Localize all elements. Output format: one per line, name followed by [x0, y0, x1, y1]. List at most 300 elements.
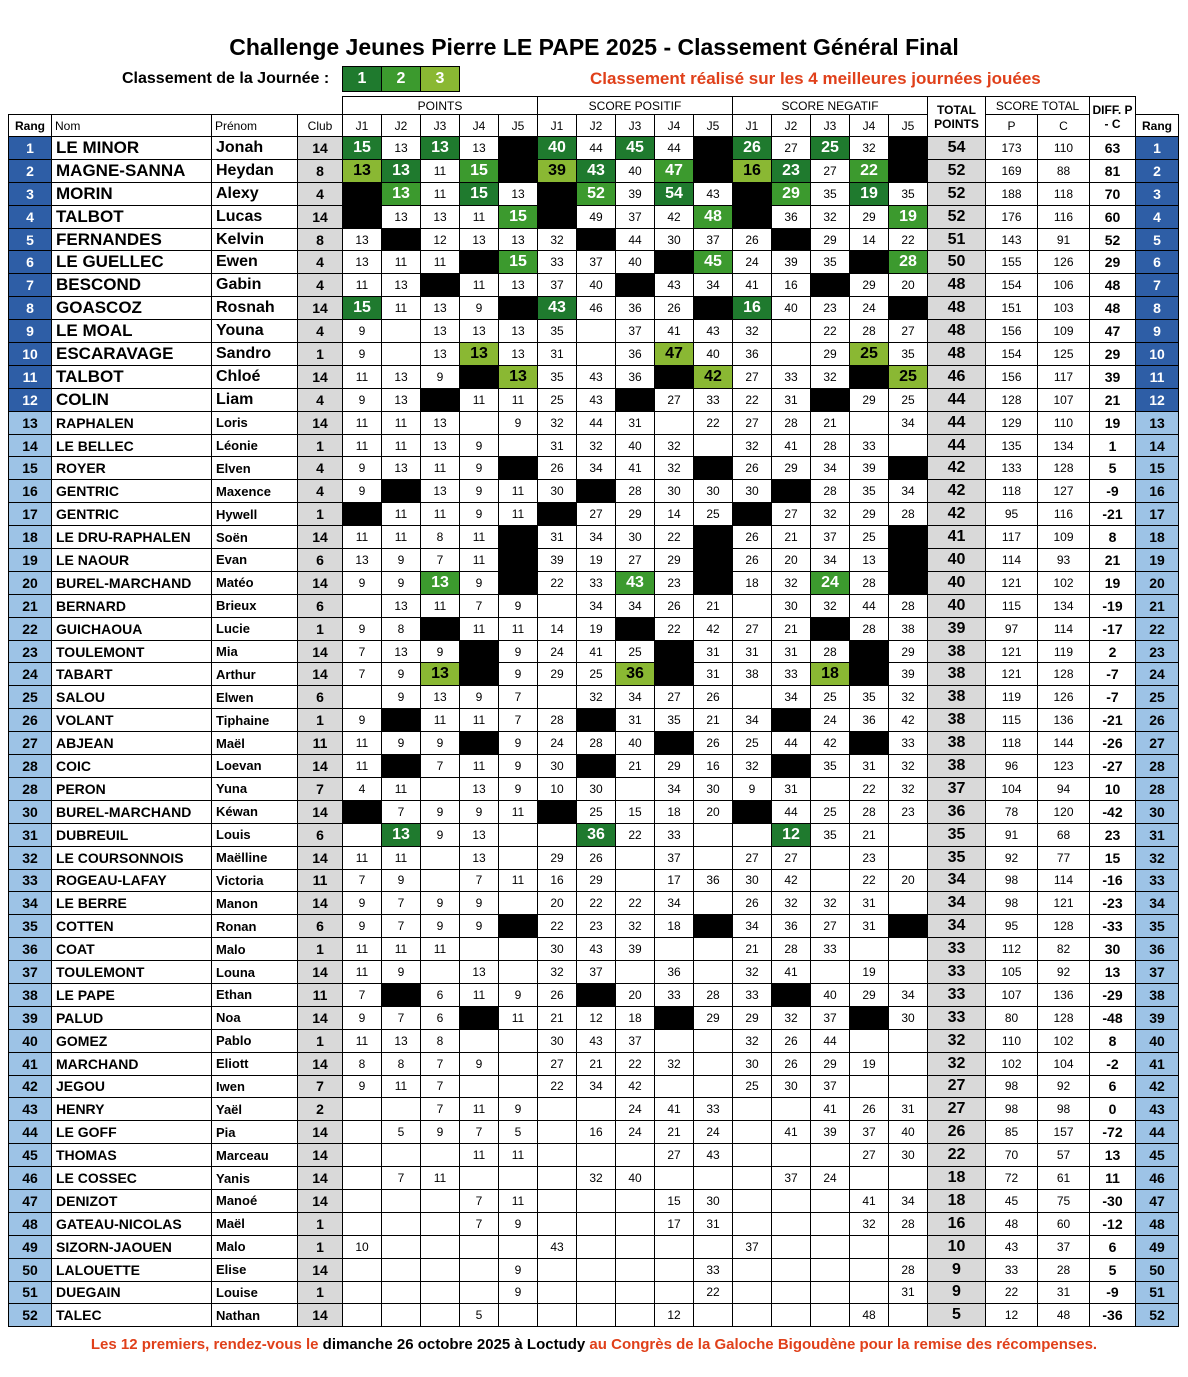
- pts-cell: 9: [343, 343, 382, 366]
- score-p-cell: 173: [986, 137, 1038, 160]
- neg-cell: 32: [889, 755, 928, 778]
- neg-cell: 34: [733, 915, 772, 938]
- neg-cell: 21: [733, 938, 772, 961]
- pts-cell: 7: [343, 663, 382, 686]
- pos-cell: 43: [694, 1144, 733, 1167]
- pos-cell: 19: [577, 549, 616, 572]
- pts-cell: 11: [382, 297, 421, 320]
- pos-cell: 36: [616, 297, 655, 320]
- score-c-cell: 106: [1038, 274, 1090, 297]
- absent-cell: [499, 457, 538, 480]
- nom-cell: RAPHALEN: [52, 411, 212, 434]
- footer-part-1: Les 12 premiers, rendez-vous le: [90, 1336, 323, 1353]
- neg-cell: [889, 1304, 928, 1327]
- prenom-cell: Manon: [212, 892, 298, 915]
- rank-cell: 22: [9, 617, 52, 640]
- total-points-cell: 9: [928, 1258, 986, 1281]
- total-points-header: TOTAL POINTS: [928, 97, 986, 137]
- neg-cell: [772, 1281, 811, 1304]
- pos-cell: 22: [577, 892, 616, 915]
- pts-cell: 9: [421, 823, 460, 846]
- prenom-cell: Sandro: [212, 343, 298, 366]
- pts-cell: 9: [499, 1098, 538, 1121]
- nom-cell: LE DRU-RAPHALEN: [52, 526, 212, 549]
- nom-cell: TABART: [52, 663, 212, 686]
- pos-cell: 31: [694, 640, 733, 663]
- prenom-cell: Ronan: [212, 915, 298, 938]
- pts-cell: 9: [421, 732, 460, 755]
- rank-cell-right: 21: [1136, 594, 1179, 617]
- table-row: [9, 1098, 1179, 1121]
- score-p-cell: 115: [986, 709, 1038, 732]
- score-c-cell: 98: [1038, 1098, 1090, 1121]
- neg-cell: [733, 1144, 772, 1167]
- pos-cell: 30: [655, 228, 694, 251]
- neg-cell: 22: [850, 869, 889, 892]
- absent-cell: [889, 137, 928, 160]
- absent-cell: [772, 709, 811, 732]
- diff-cell: -7: [1090, 663, 1136, 686]
- absent-cell: [733, 503, 772, 526]
- pts-cell: 11: [421, 159, 460, 182]
- rank-cell: 25: [9, 686, 52, 709]
- prenom-cell: Maël: [212, 732, 298, 755]
- pos-cell: 22: [538, 571, 577, 594]
- neg-cell: 32: [811, 365, 850, 388]
- pos-cell: 30: [694, 1189, 733, 1212]
- absent-cell: [499, 526, 538, 549]
- pts-cell: 9: [499, 640, 538, 663]
- diff-cell: 8: [1090, 1029, 1136, 1052]
- pos-cell: 30: [538, 755, 577, 778]
- rank-cell: 52: [9, 1304, 52, 1327]
- neg-cell: 22: [733, 388, 772, 411]
- neg-cell: 38: [889, 617, 928, 640]
- neg-cell: 36: [772, 205, 811, 228]
- pos-cell: 37: [538, 274, 577, 297]
- total-points-cell: 38: [928, 686, 986, 709]
- pts-cell: 13: [421, 137, 460, 160]
- rank-cell: 49: [9, 1235, 52, 1258]
- diff-cell: 5: [1090, 1258, 1136, 1281]
- pos-cell: [616, 1144, 655, 1167]
- rank-cell-right: 30: [1136, 800, 1179, 823]
- neg-cell: [811, 961, 850, 984]
- absent-cell: [382, 755, 421, 778]
- neg-cell: 44: [772, 800, 811, 823]
- diff-cell: 11: [1090, 1167, 1136, 1190]
- pos-cell: 18: [655, 800, 694, 823]
- neg-cell: 33: [811, 938, 850, 961]
- neg-cell: 31: [772, 388, 811, 411]
- pts-cell: 11: [382, 846, 421, 869]
- pts-cell: 12: [421, 228, 460, 251]
- prenom-cell: Malo: [212, 1235, 298, 1258]
- table-row: [9, 457, 1179, 480]
- pos-cell: 43: [538, 297, 577, 320]
- pts-cell: 11: [382, 1075, 421, 1098]
- pts-cell: 9: [343, 320, 382, 343]
- pts-cell: 4: [343, 777, 382, 800]
- score-p-cell: 43: [986, 1235, 1038, 1258]
- diff-cell: -12: [1090, 1212, 1136, 1235]
- table-row: [9, 892, 1179, 915]
- neg-cell: 30: [733, 1052, 772, 1075]
- pts-cell: 9: [460, 297, 499, 320]
- neg-cell: 41: [850, 1189, 889, 1212]
- score-c-cell: 93: [1038, 549, 1090, 572]
- pts-cell: 9: [382, 961, 421, 984]
- nom-cell: GOASCOZ: [52, 297, 212, 320]
- nom-cell: LE COURSONNOIS: [52, 846, 212, 869]
- pts-cell: 8: [382, 1052, 421, 1075]
- neg-cell: [733, 1098, 772, 1121]
- pos-cell: [538, 1258, 577, 1281]
- pos-cell: 32: [577, 434, 616, 457]
- score-c-cell: 61: [1038, 1167, 1090, 1190]
- diff-cell: 81: [1090, 159, 1136, 182]
- club-cell: 14: [298, 663, 343, 686]
- pts-cell: [343, 1212, 382, 1235]
- nom-cell: GOMEZ: [52, 1029, 212, 1052]
- absent-cell: [343, 503, 382, 526]
- diff-cell: 48: [1090, 297, 1136, 320]
- score-c-cell: 114: [1038, 869, 1090, 892]
- club-cell: 14: [298, 526, 343, 549]
- pts-cell: 6: [421, 983, 460, 1006]
- table-row: [9, 594, 1179, 617]
- score-p-cell: 80: [986, 1006, 1038, 1029]
- pts-cell: 15: [460, 182, 499, 205]
- neg-cell: 39: [850, 457, 889, 480]
- rank-cell-right: 45: [1136, 1144, 1179, 1167]
- pts-cell: 13: [382, 365, 421, 388]
- pos-cell: 54: [655, 182, 694, 205]
- prenom-cell: Maëlline: [212, 846, 298, 869]
- absent-cell: [889, 571, 928, 594]
- neg-cell: [733, 823, 772, 846]
- neg-cell: 39: [889, 663, 928, 686]
- neg-cell: 32: [811, 503, 850, 526]
- club-cell: 11: [298, 869, 343, 892]
- rank-cell: 28: [9, 755, 52, 778]
- pts-cell: [343, 1258, 382, 1281]
- club-cell: 7: [298, 777, 343, 800]
- pos-cell: 27: [538, 1052, 577, 1075]
- total-points-cell: 33: [928, 1006, 986, 1029]
- pts-cell: [499, 434, 538, 457]
- score-p-cell: 119: [986, 686, 1038, 709]
- pos-cell: [538, 594, 577, 617]
- pts-cell: [343, 594, 382, 617]
- pts-cell: 8: [382, 617, 421, 640]
- day-header: J1: [343, 115, 382, 137]
- pts-cell: [460, 1258, 499, 1281]
- neg-cell: 28: [850, 617, 889, 640]
- pos-cell: [577, 1212, 616, 1235]
- pos-cell: 30: [577, 777, 616, 800]
- neg-cell: 23: [772, 159, 811, 182]
- pts-cell: 13: [421, 205, 460, 228]
- pts-cell: [382, 1258, 421, 1281]
- score-p-cell: 121: [986, 640, 1038, 663]
- neg-cell: 32: [772, 892, 811, 915]
- neg-cell: 9: [733, 777, 772, 800]
- pos-cell: [538, 1121, 577, 1144]
- nom-cell: ESCARAVAGE: [52, 343, 212, 366]
- pts-cell: 13: [382, 159, 421, 182]
- neg-cell: [733, 1281, 772, 1304]
- pos-cell: 32: [655, 1052, 694, 1075]
- diff-cell: 19: [1090, 571, 1136, 594]
- score-p-cell: 45: [986, 1189, 1038, 1212]
- neg-cell: 48: [850, 1304, 889, 1327]
- total-points-cell: 33: [928, 938, 986, 961]
- neg-cell: [772, 1098, 811, 1121]
- pos-cell: 23: [577, 915, 616, 938]
- nom-cell: LE MINOR: [52, 137, 212, 160]
- pos-cell: 29: [694, 1006, 733, 1029]
- rank-cell-right: 1: [1136, 137, 1179, 160]
- neg-cell: 35: [811, 823, 850, 846]
- pos-cell: 31: [694, 663, 733, 686]
- pts-cell: [343, 686, 382, 709]
- pts-cell: 11: [499, 388, 538, 411]
- rank-cell-right: 48: [1136, 1212, 1179, 1235]
- total-points-cell: 27: [928, 1075, 986, 1098]
- pts-cell: 13: [382, 137, 421, 160]
- pos-cell: 25: [538, 388, 577, 411]
- total-points-cell: 48: [928, 274, 986, 297]
- diff-cell: -17: [1090, 617, 1136, 640]
- club-cell: 1: [298, 1281, 343, 1304]
- neg-cell: [772, 343, 811, 366]
- pos-cell: [616, 1258, 655, 1281]
- score-c-cell: 68: [1038, 823, 1090, 846]
- prenom-cell: Arthur: [212, 663, 298, 686]
- neg-cell: [811, 1304, 850, 1327]
- pos-cell: 26: [577, 846, 616, 869]
- neg-cell: 28: [772, 411, 811, 434]
- pos-cell: 28: [616, 480, 655, 503]
- pts-cell: 11: [421, 938, 460, 961]
- pos-cell: 26: [655, 297, 694, 320]
- diff-cell: 47: [1090, 320, 1136, 343]
- pts-cell: 9: [460, 892, 499, 915]
- pos-cell: 33: [538, 251, 577, 274]
- p-header: P: [986, 115, 1038, 137]
- total-points-cell: 48: [928, 297, 986, 320]
- rank-cell-right: 11: [1136, 365, 1179, 388]
- pos-cell: 12: [655, 1304, 694, 1327]
- score-p-cell: 154: [986, 343, 1038, 366]
- diff-cell: -27: [1090, 755, 1136, 778]
- total-points-cell: 32: [928, 1052, 986, 1075]
- score-c-cell: 77: [1038, 846, 1090, 869]
- pts-cell: 7: [343, 869, 382, 892]
- pos-cell: 14: [655, 503, 694, 526]
- neg-cell: 32: [811, 892, 850, 915]
- pts-cell: 11: [382, 503, 421, 526]
- table-row: [9, 640, 1179, 663]
- neg-cell: [772, 1212, 811, 1235]
- pts-cell: 11: [421, 457, 460, 480]
- pos-cell: 37: [616, 320, 655, 343]
- pts-cell: 7: [382, 915, 421, 938]
- neg-cell: 26: [733, 549, 772, 572]
- neg-cell: 25: [811, 800, 850, 823]
- absent-cell: [577, 709, 616, 732]
- neg-cell: 27: [772, 503, 811, 526]
- rank-cell: 37: [9, 961, 52, 984]
- pts-cell: 9: [382, 663, 421, 686]
- pts-cell: 15: [460, 159, 499, 182]
- diff-cell: 63: [1090, 137, 1136, 160]
- diff-cell: -19: [1090, 594, 1136, 617]
- club-cell: 14: [298, 571, 343, 594]
- pts-cell: 11: [499, 480, 538, 503]
- pos-cell: 25: [694, 503, 733, 526]
- rank-cell: 44: [9, 1121, 52, 1144]
- nom-cell: TOULEMONT: [52, 640, 212, 663]
- pts-cell: 13: [343, 228, 382, 251]
- rank-cell: 31: [9, 823, 52, 846]
- neg-cell: 41: [772, 1121, 811, 1144]
- pts-cell: [343, 823, 382, 846]
- pts-cell: 11: [499, 1189, 538, 1212]
- pos-cell: 24: [538, 732, 577, 755]
- neg-cell: 40: [772, 297, 811, 320]
- day-header: J2: [382, 115, 421, 137]
- club-cell: 14: [298, 800, 343, 823]
- score-negatif-header: SCORE NEGATIF: [733, 97, 928, 115]
- prenom-cell: Rosnah: [212, 297, 298, 320]
- nom-cell: GENTRIC: [52, 480, 212, 503]
- total-points-cell: 34: [928, 869, 986, 892]
- table-row: [9, 388, 1179, 411]
- rank-cell-right: 7: [1136, 274, 1179, 297]
- club-cell: 4: [298, 251, 343, 274]
- diff-cell: -29: [1090, 983, 1136, 1006]
- club-cell: 1: [298, 434, 343, 457]
- club-cell: 14: [298, 1121, 343, 1144]
- rank-cell: 5: [9, 228, 52, 251]
- diff-cell: 23: [1090, 823, 1136, 846]
- pos-cell: 24: [694, 1121, 733, 1144]
- pos-cell: [694, 961, 733, 984]
- diff-cell: -26: [1090, 732, 1136, 755]
- score-p-cell: 48: [986, 1212, 1038, 1235]
- pts-cell: [499, 823, 538, 846]
- rank-cell-right: 39: [1136, 1006, 1179, 1029]
- pts-cell: [421, 1212, 460, 1235]
- table-row: [9, 663, 1179, 686]
- table-row: [9, 205, 1179, 228]
- pts-cell: [421, 1258, 460, 1281]
- rank-cell-right: 19: [1136, 549, 1179, 572]
- score-c-cell: 134: [1038, 434, 1090, 457]
- score-c-cell: 94: [1038, 777, 1090, 800]
- diff-cell: -23: [1090, 892, 1136, 915]
- pos-cell: 32: [538, 411, 577, 434]
- prenom-cell: Kelvin: [212, 228, 298, 251]
- neg-cell: 28: [811, 434, 850, 457]
- rank-cell-right: 28: [1136, 777, 1179, 800]
- absent-cell: [655, 663, 694, 686]
- neg-cell: 32: [772, 1006, 811, 1029]
- absent-cell: [382, 709, 421, 732]
- rank-cell-right: 50: [1136, 1258, 1179, 1281]
- nom-cell: JEGOU: [52, 1075, 212, 1098]
- nom-header: Nom: [52, 115, 212, 137]
- pts-cell: 9: [499, 755, 538, 778]
- pts-cell: 8: [343, 1052, 382, 1075]
- rank-cell: 1: [9, 137, 52, 160]
- neg-cell: [811, 1212, 850, 1235]
- neg-cell: [889, 823, 928, 846]
- score-c-cell: 116: [1038, 205, 1090, 228]
- pts-cell: [421, 1144, 460, 1167]
- total-points-cell: 41: [928, 526, 986, 549]
- neg-cell: 29: [772, 182, 811, 205]
- nom-cell: GENTRIC: [52, 503, 212, 526]
- neg-cell: 25: [733, 1075, 772, 1098]
- absent-cell: [694, 137, 733, 160]
- table-row: [9, 1258, 1179, 1281]
- pos-cell: [577, 1235, 616, 1258]
- absent-cell: [733, 800, 772, 823]
- nom-cell: MARCHAND: [52, 1052, 212, 1075]
- prenom-cell: Hywell: [212, 503, 298, 526]
- rank-cell-right: 9: [1136, 320, 1179, 343]
- pts-cell: 6: [421, 1006, 460, 1029]
- neg-cell: [772, 320, 811, 343]
- club-cell: 1: [298, 709, 343, 732]
- score-p-cell: 98: [986, 869, 1038, 892]
- neg-cell: 29: [811, 343, 850, 366]
- pts-cell: [460, 411, 499, 434]
- pos-cell: 31: [538, 526, 577, 549]
- neg-cell: 22: [850, 777, 889, 800]
- pos-cell: [694, 1304, 733, 1327]
- neg-cell: 31: [850, 915, 889, 938]
- diff-cell: 1: [1090, 434, 1136, 457]
- pts-cell: 9: [460, 1052, 499, 1075]
- pts-cell: [421, 1304, 460, 1327]
- absent-cell: [889, 549, 928, 572]
- total-points-cell: 52: [928, 159, 986, 182]
- score-c-cell: 110: [1038, 137, 1090, 160]
- neg-cell: 25: [850, 343, 889, 366]
- prenom-cell: Brieux: [212, 594, 298, 617]
- neg-cell: 21: [772, 617, 811, 640]
- score-c-cell: 114: [1038, 617, 1090, 640]
- neg-cell: [850, 1075, 889, 1098]
- pts-cell: 9: [460, 503, 499, 526]
- score-c-cell: 118: [1038, 182, 1090, 205]
- pts-cell: 7: [421, 1098, 460, 1121]
- neg-cell: 13: [850, 549, 889, 572]
- neg-cell: 29: [850, 503, 889, 526]
- neg-cell: 28: [811, 640, 850, 663]
- legend-day-1: 1: [342, 66, 382, 92]
- rank-cell: 28: [9, 777, 52, 800]
- club-cell: 14: [298, 137, 343, 160]
- neg-cell: 21: [811, 411, 850, 434]
- pos-cell: 20: [616, 983, 655, 1006]
- rank-cell: 47: [9, 1189, 52, 1212]
- pos-cell: [694, 1029, 733, 1052]
